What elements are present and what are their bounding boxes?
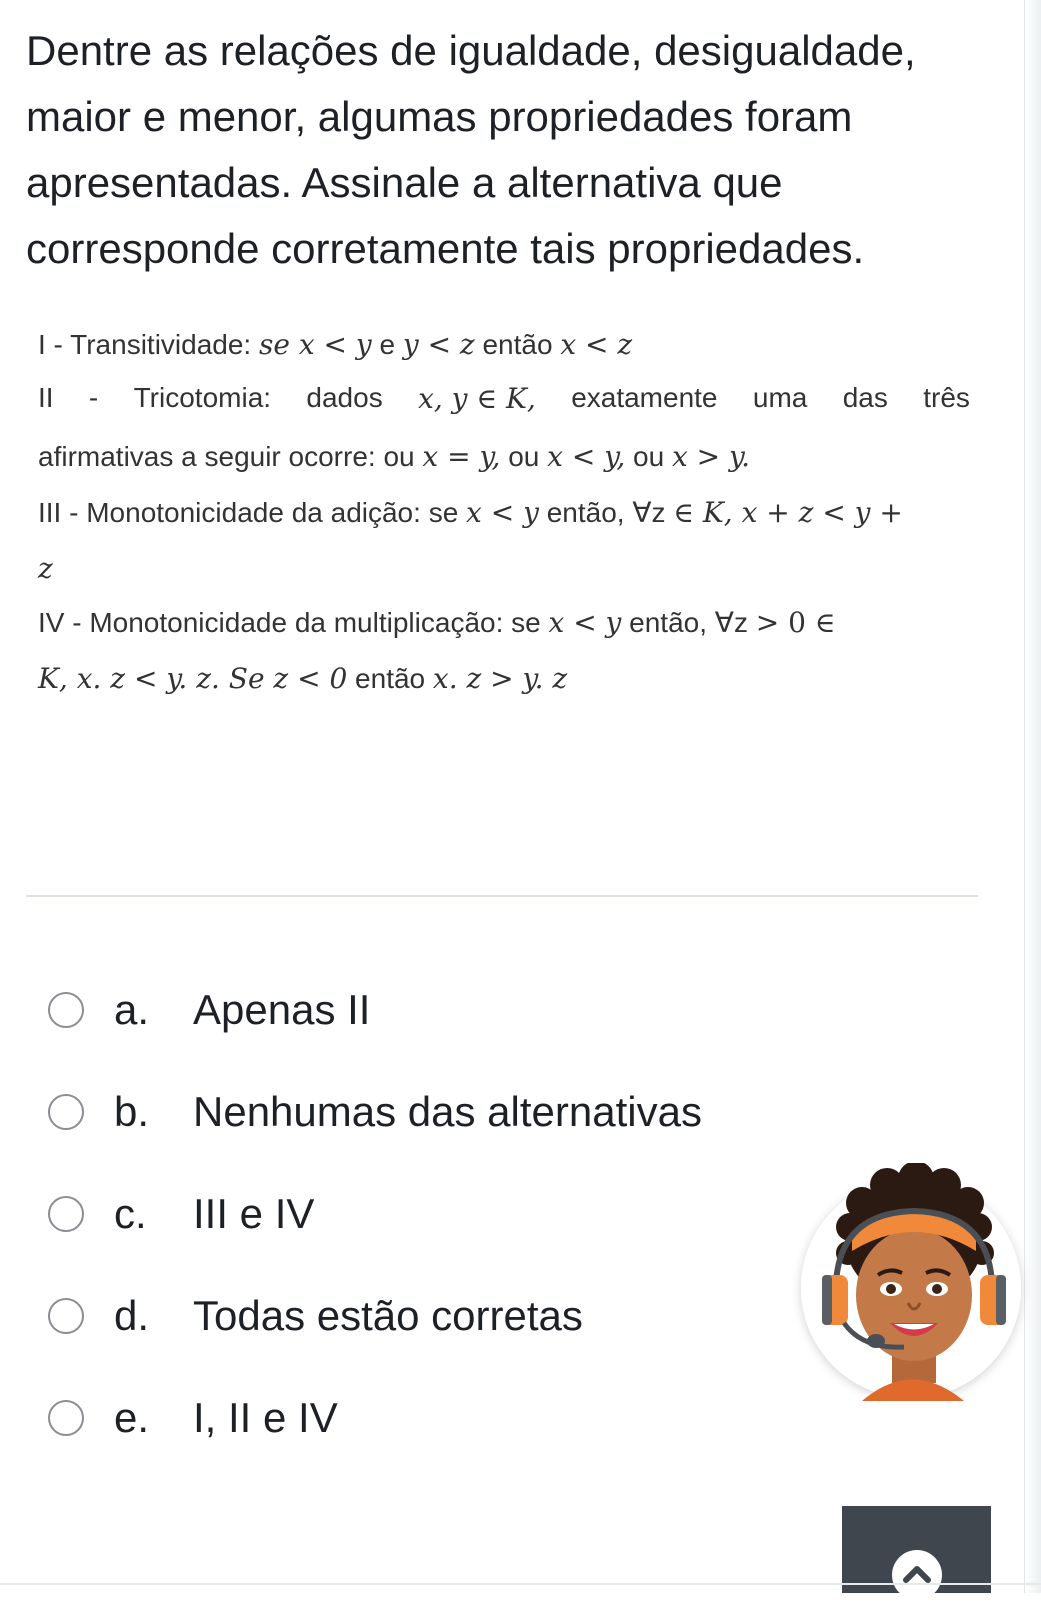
p2-word: exatamente [571,382,718,413]
option-b[interactable] [48,1082,702,1142]
option-text: Todas estão corretas [193,1292,583,1339]
assistant-avatar-icon[interactable] [792,1163,1030,1401]
option-letter: b. [114,1088,150,1135]
radio-circle-icon[interactable] [48,1196,84,1232]
option-letter: a. [114,986,150,1033]
p1-e: e [379,329,396,360]
p3-math-2: ∈ K, x + z < y + [673,496,903,529]
property-2-line-2 [38,440,750,473]
divider [26,895,978,897]
property-3-line-2 [38,552,53,585]
p1-math-1: se x < y [258,328,372,361]
option-d[interactable] [48,1286,583,1346]
option-letter: d. [114,1292,150,1339]
option-text: III e IV [193,1190,315,1237]
p2-word: das [842,382,888,413]
p2-math: x, y ∈ K, [418,382,536,415]
p4-math-1: x < y [548,606,622,639]
property-4-line-2 [38,662,567,695]
p4-entao-2: então [355,663,426,694]
p2-word: dados [306,382,383,413]
radio-circle-icon[interactable] [48,992,84,1028]
p4-label: IV - Monotonicidade da multiplicação: se [38,607,541,638]
p2-word: - [88,382,99,413]
p4-math-3: K, x. z < y. z. Se z < 0 [38,662,348,695]
p2-word: três [923,382,970,413]
option-a[interactable] [48,980,371,1040]
option-c[interactable] [48,1184,315,1244]
property-1 [38,328,632,361]
back-to-top-button[interactable] [842,1506,991,1593]
property-4-line-1 [38,606,836,639]
option-text: I, II e IV [193,1394,338,1441]
radio-circle-icon[interactable] [48,1094,84,1130]
option-text: Apenas II [193,986,371,1033]
p3-label: III - Monotonicidade da adição: se [38,497,459,528]
p2-ou: ou [508,441,540,472]
p4-math-2: > 0 ∈ [755,606,836,639]
radio-circle-icon[interactable] [48,1400,84,1436]
p2-word: II [38,382,54,413]
p2-math-2: x < y, [547,440,626,473]
p2-math-3: x > y. [671,440,751,473]
p2-math-1: x = y, [422,440,501,473]
property-2-line-1 [38,382,970,415]
p4-entao: então, ∀z [629,607,748,638]
p1-math-2: y < z [402,328,475,361]
p2-word: uma [752,382,808,413]
p1-label: I - Transitividade: [38,329,252,360]
option-letter: e. [114,1394,150,1441]
option-letter: c. [114,1190,147,1237]
p2-ou: ou [633,441,665,472]
property-3-line-1 [38,496,903,529]
option-text: Nenhumas das alternativas [193,1088,702,1135]
p3-math-3: z [38,552,53,585]
bottom-border [0,1583,1041,1585]
question-text: Dentre as relações de igualdade, desigualdade, maior e menor, algumas propriedades foram apresentadas. Assinale a alternativa que corresponde corretamente tais propriedades. [26,27,916,272]
radio-circle-icon[interactable] [48,1298,84,1334]
p2-word: Tricotomia: [133,382,272,413]
p3-math-1: x < y [466,496,539,529]
p2-text: afirmativas a seguir ocorre: ou [38,441,415,472]
p1-entao: então [482,329,553,360]
p4-math-4: x. z > y. z [432,662,568,695]
p3-entao: então, ∀z [546,497,666,528]
p1-math-3: x < z [560,328,633,361]
option-e[interactable] [48,1388,338,1448]
